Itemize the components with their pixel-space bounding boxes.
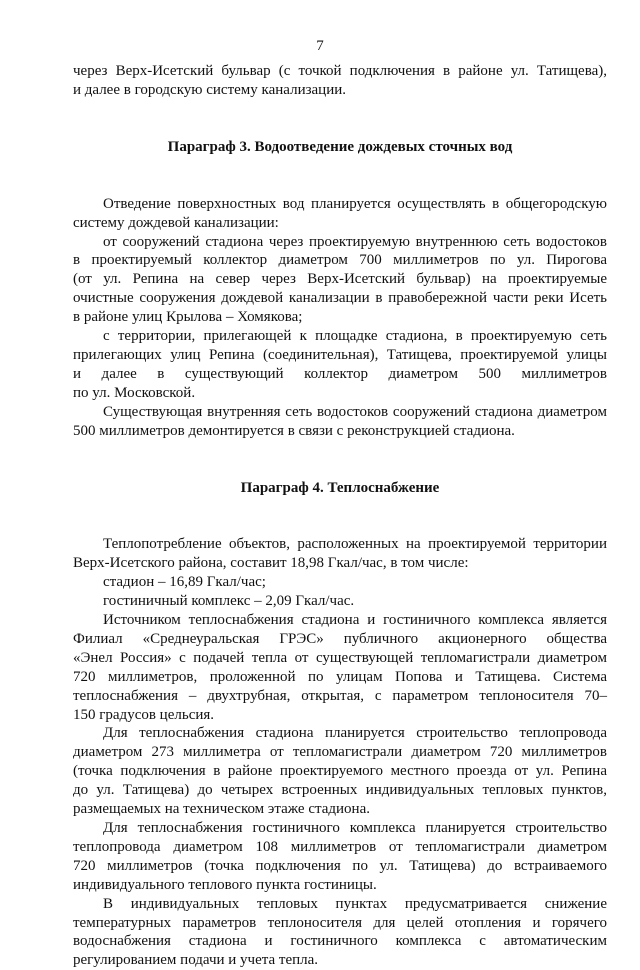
page-number: 7	[316, 38, 324, 54]
text-line: в районе улиц Крылова – Хомякова;	[73, 309, 303, 326]
text-line: через Верх-Исетский бульвар (с точкой подключения в районе ул. Татищева),	[73, 63, 607, 79]
text-line: температурных параметров теплоносителя для целей отопления и горячего	[73, 914, 607, 931]
text-line: очистные сооружения дождевой канализации в правобережной части реки Исеть	[73, 290, 607, 307]
text-line: диаметром 273 миллиметра от тепломагистрали диаметром 720 миллиметров	[73, 744, 607, 761]
text-line: от сооружений стадиона через проектируемую внутреннюю сеть водостоков	[103, 233, 607, 250]
text-line: Существующая внутренняя сеть водостоков сооружений стадиона диаметром	[103, 403, 607, 420]
text-line: теплоснабжения – двухтрубная, открытая, с параметром теплоносителя 70–	[73, 687, 607, 704]
text-line: Теплопотребление объектов, расположенных на проектируемой территории	[103, 536, 607, 553]
text-line: 720 миллиметров, проложенной по улицам Попова и Татищева. Система	[73, 668, 607, 685]
text-line: по ул. Московской.	[73, 384, 196, 401]
section-3-heading: Параграф 3. Водоотведение дождевых сточных вод	[167, 138, 513, 155]
text-line: индивидуального теплового пункта гостиницы.	[73, 876, 377, 893]
text-line: Филиал «Среднеуральская ГРЭС» публичного акционерного общества	[73, 630, 607, 647]
section-4-heading: Параграф 4. Теплоснабжение	[240, 479, 440, 496]
text-line: и далее в существующий коллектор диаметром 500 миллиметров	[73, 365, 607, 382]
text-line: и далее в городскую систему канализации.	[73, 81, 347, 98]
text-line: теплопровода диаметром 108 миллиметров от тепломагистрали диаметром	[73, 838, 607, 855]
text-line: регулированием подачи и учета тепла.	[73, 952, 319, 969]
text-line: (точка подключения в районе проектируемого местного проезда от ул. Репина	[73, 763, 607, 780]
text-line: прилегающих улиц Репина (соединительная), Татищева, проектируемой улицы	[73, 346, 607, 363]
text-line: 500 миллиметров демонтируется в связи с реконструкцией стадиона.	[73, 422, 515, 439]
text-line: Для теплоснабжения гостиничного комплекса планируется строительство	[103, 820, 607, 836]
text-line: гостиничный комплекс – 2,09 Гкал/час.	[103, 593, 355, 610]
text-line: размещаемых на техническом этаже стадиона.	[73, 801, 370, 818]
text-line: с территории, прилегающей к площадке стадиона, в проектируемую сеть	[103, 328, 607, 345]
document-body	[73, 62, 607, 970]
text-line: в проектируемый коллектор диаметром 700 миллиметров по ул. Пирогова	[73, 252, 607, 269]
text-line: стадион – 16,89 Гкал/час;	[103, 574, 266, 591]
text-line: 720 миллиметров (точка подключения по ул. Татищева) до встраиваемого	[73, 857, 607, 874]
text-line: систему дождевой канализации:	[73, 214, 279, 231]
text-line: «Энел Россия» с подачей тепла от существующей тепломагистрали диаметром	[73, 649, 607, 666]
text-line: Для теплоснабжения стадиона планируется строительство теплопровода	[103, 725, 607, 742]
text-line: (от ул. Репина на север через Верх-Исетский бульвар) на проектируемые	[73, 271, 607, 288]
text-line: 150 градусов цельсия.	[73, 706, 215, 723]
text-line: В индивидуальных тепловых пунктах предусматривается снижение	[103, 895, 607, 912]
text-line: Отведение поверхностных вод планируется осуществлять в общегородскую	[103, 195, 607, 212]
text-line: до ул. Татищева) до четырех встроенных индивидуальных тепловых пунктов,	[73, 782, 607, 799]
text-line: Источником теплоснабжения стадиона и гостиничного комплекса является	[103, 612, 607, 629]
text-line: водоснабжения стадиона и гостиничного комплекса с автоматическим	[73, 933, 607, 950]
text-line: Верх-Исетского района, составит 18,98 Гкал/час, в том числе:	[73, 555, 469, 572]
